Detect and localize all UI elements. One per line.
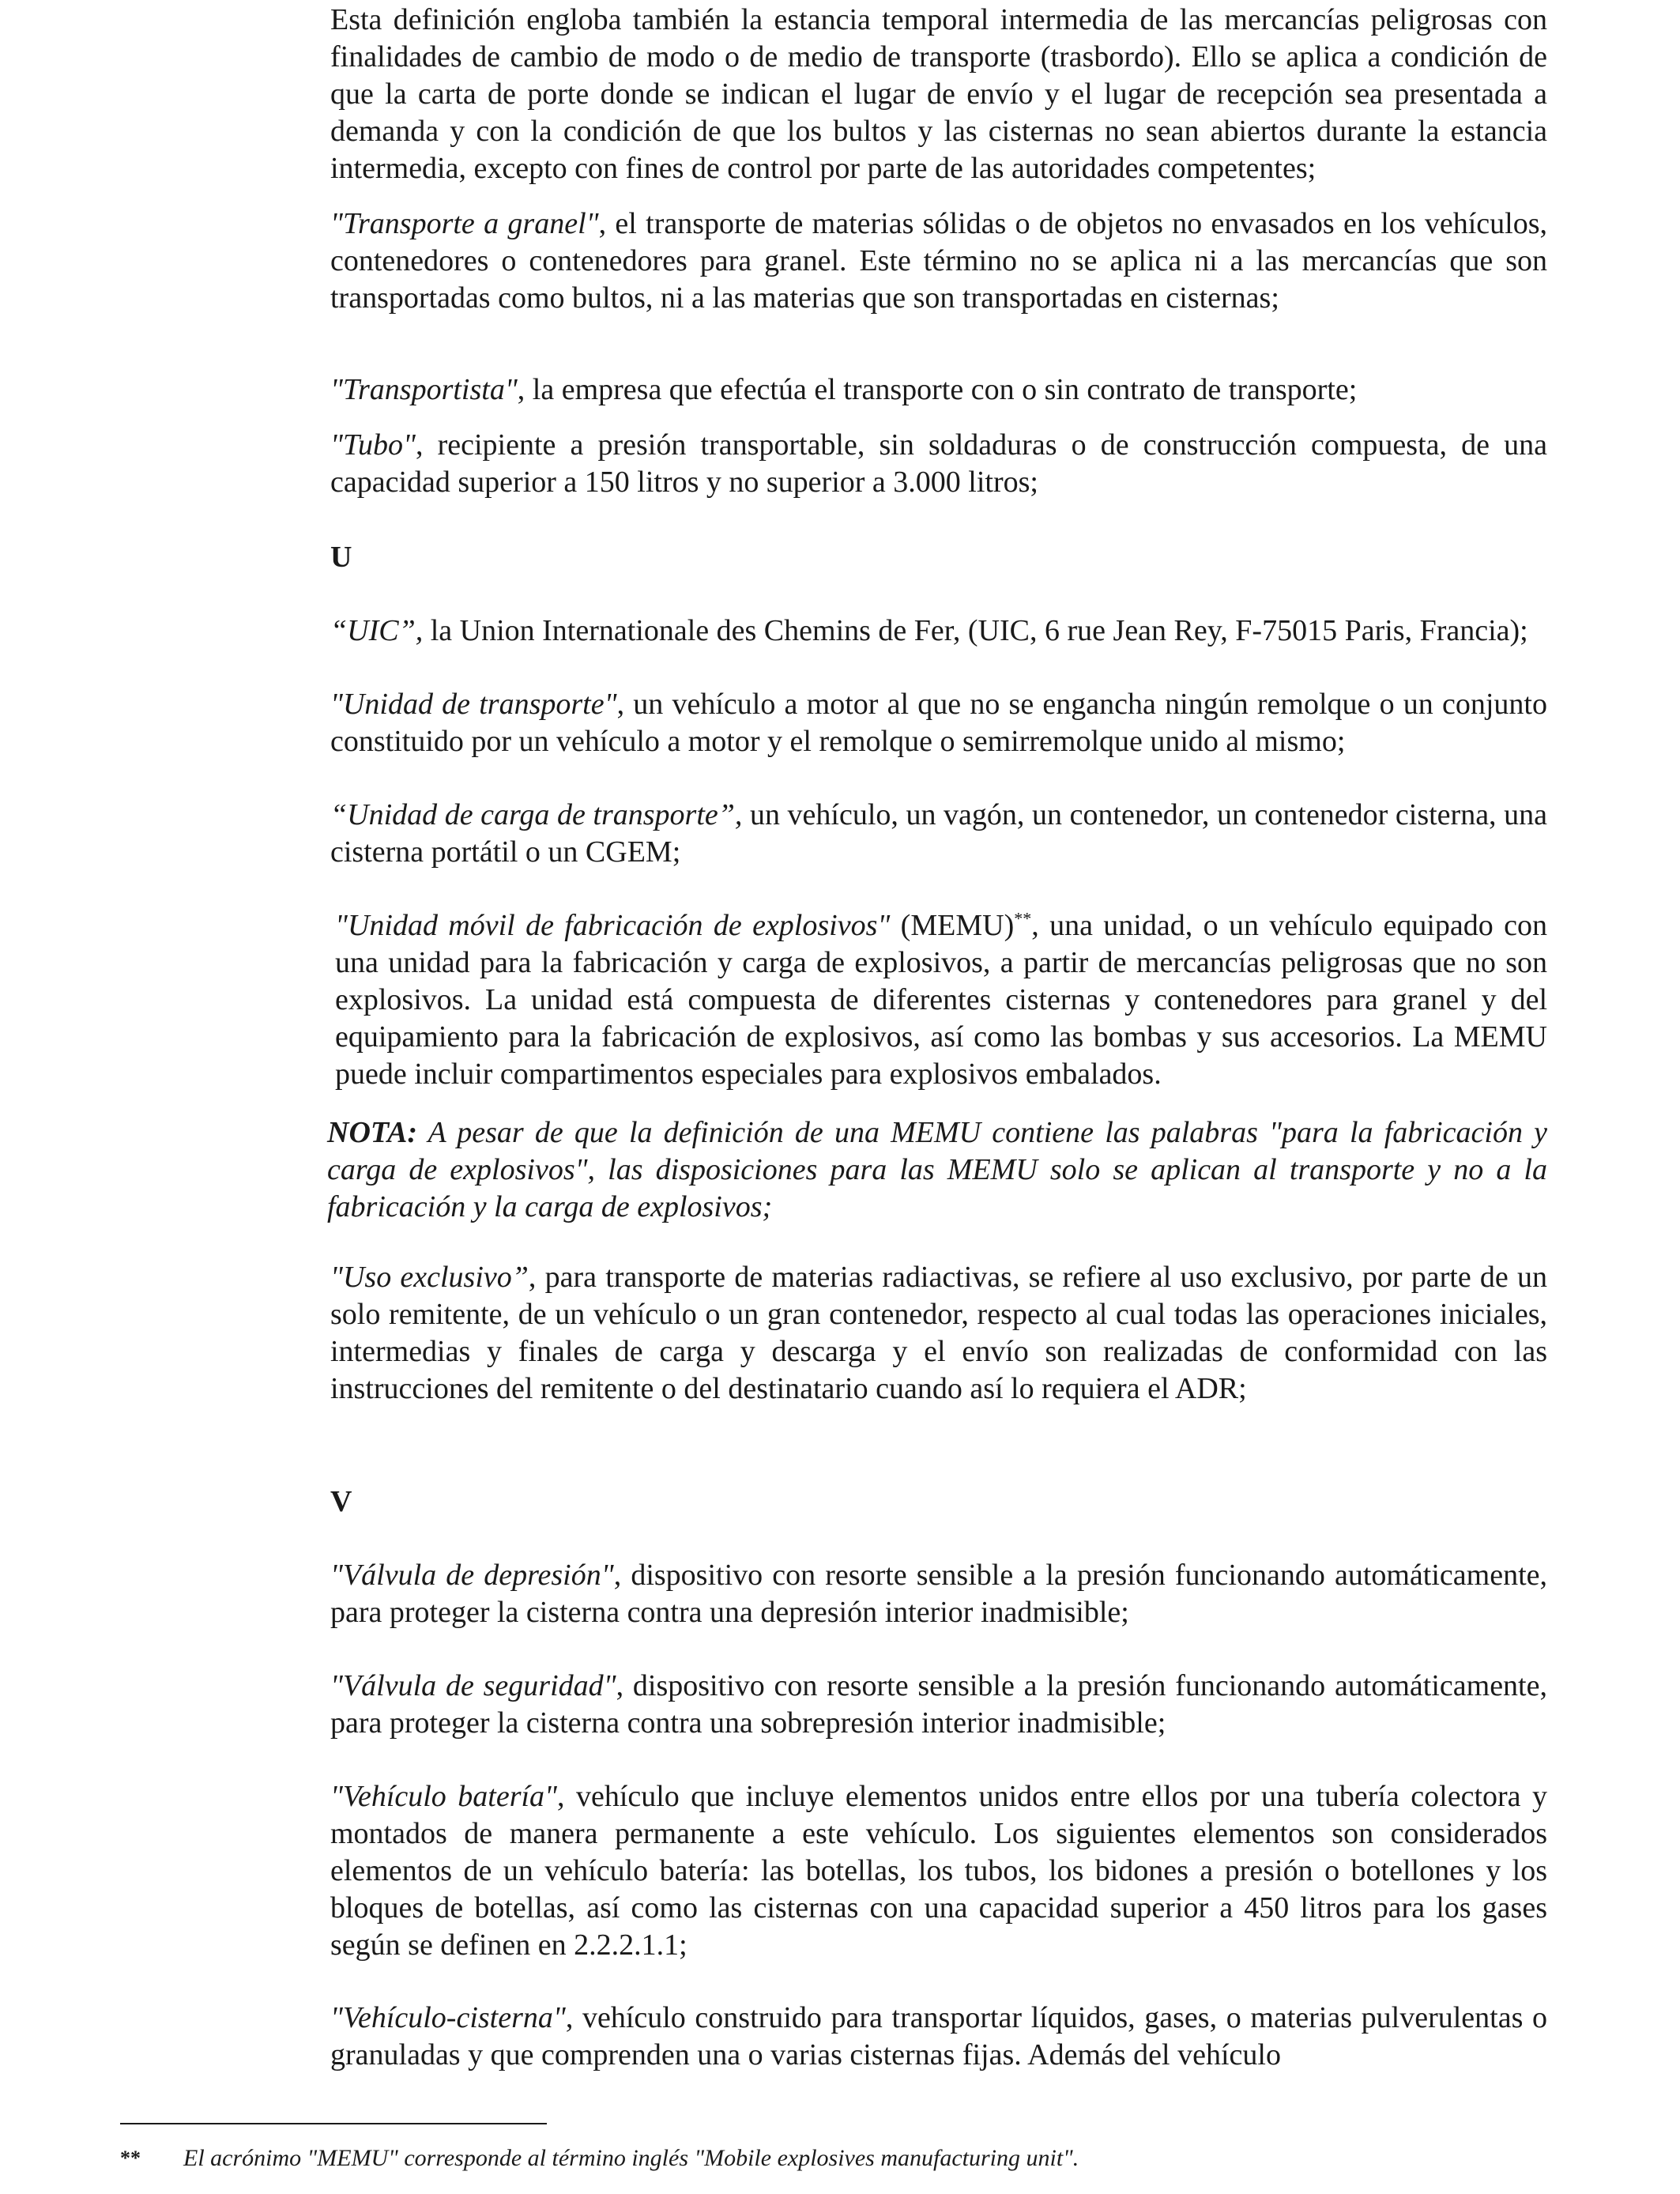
definition-vehiculo-cisterna [330, 2000, 1547, 2074]
term-valvula-seguridad: "Válvula de seguridad" [330, 1669, 616, 1702]
term-vehiculo-cisterna: "Vehículo-cisterna" [330, 2001, 566, 2034]
definition-text-vehiculo-bateria: , vehículo que incluye elementos unidos entre ellos por una tubería colectora y montados de manera permanente a este vehículo. Los siguientes elementos son considerados elementos de un vehículo batería: las botellas, los tubos, los bidones a presión o botellones y los bloques de botellas, así como las cisternas con una capacidad superior a 450 litros para los gases según se definen en 2.2.2.1.1; [330, 1780, 1548, 1962]
term-memu: "Unidad móvil de fabricación de explosivos" [335, 909, 891, 942]
term-unidad-carga: “Unidad de carga de transporte”, [330, 798, 743, 831]
definition-text-valvula-depresion: , dispositivo con resorte sensible a la presión funcionando automáticamente, para proteger la cisterna contra una depresión interior inadmisible; [330, 1559, 1547, 1629]
section-letter-u: U [330, 541, 352, 574]
definition-text-uic: la Union Internationale des Chemins de Fer, (UIC, 6 rue Jean Rey, F-75015 Paris, Francia); [423, 614, 1528, 647]
definition-memu [335, 907, 1547, 1093]
definition-tubo [330, 427, 1547, 501]
term-transporte-granel: "Transporte a granel" [330, 207, 599, 240]
definition-uso-exclusivo [330, 1259, 1547, 1408]
intro-paragraph: Esta definición engloba también la estancia temporal intermedia de las mercancías peligrosas con finalidades de cambio de modo o de medio de transporte (trasbordo). Ello se aplica a condición de que la carta de porte donde se indican el lugar de envío y el lugar de recepción sea presentada a demanda y con la condición de que los bultos y las cisternas no sean abiertos durante la estancia intermedia, excepto con fines de control por parte de las autoridades competentes; [330, 3, 1547, 185]
definition-text-transportista: , la empresa que efectúa el transporte con o sin contrato de transporte; [517, 373, 1358, 406]
term-uic: “UIC”, [330, 614, 424, 647]
note-text: A pesar de que la definición de una MEMU contiene las palabras "para la fabricación y carga de explosivos", las disposiciones para las MEMU solo se aplican al transporte y no a la fabricación y la carga de explosivos; [327, 1116, 1547, 1223]
term-transportista: "Transportista" [330, 373, 518, 406]
term-tubo: "Tubo" [330, 428, 416, 462]
definition-text-granel: , el transporte de materias sólidas o de objetos no envasados en los vehículos, contenedores o contenedores para granel. Este término no se aplica ni a las mercancías que son transportadas como bultos, ni a las materias que son transportadas en cisternas; [330, 207, 1547, 315]
memu-abbreviation: (MEMU) [890, 909, 1015, 942]
definition-text-unidad-carga: un vehículo, un vagón, un contenedor, un contenedor cisterna, una cisterna portátil o un CGEM; [330, 798, 1548, 869]
note-label: NOTA: [327, 1116, 417, 1149]
definition-text-vehiculo-cisterna: , vehículo construido para transportar líquidos, gases, o materias pulverulentas o granuladas y que comprenden una o varias cisternas fijas. Además del vehículo [330, 2001, 1547, 2071]
definition-transportista [330, 371, 1547, 409]
definition-unidad-transporte [330, 686, 1547, 760]
definition-uic [330, 613, 1547, 650]
definition-valvula-seguridad [330, 1668, 1547, 1742]
section-letter-v: V [330, 1485, 352, 1518]
footnote-mark: ** [120, 2147, 141, 2169]
footnote-separator [120, 2123, 547, 2124]
definition-text-memu: , una unidad, o un vehículo equipado con una unidad para la fabricación y carga de explosivos, a partir de mercancías peligrosas que no son explosivos. La unidad está compuesta de diferentes cisternas y contenedores para granel y del equipamiento para la fabricación de explosivos, así como las bombas y sus accesorios. La MEMU puede incluir compartimentos especiales para explosivos embalados. [335, 909, 1548, 1091]
definition-transporte-granel [330, 205, 1547, 317]
definition-unidad-carga [330, 797, 1547, 871]
definition-text-unidad-transporte: , un vehículo a motor al que no se engancha ningún remolque o un conjunto constituido por un vehículo a motor y el remolque o semirremolque unido al mismo; [330, 688, 1547, 758]
definition-vehiculo-bateria [330, 1778, 1547, 1964]
definition-text-uso-exclusivo: , para transporte de materias radiactivas, se refiere al uso exclusivo, por parte de un solo remitente, de un vehículo o un gran contenedor, respecto al cual todas las operaciones iniciales, intermedias y finales de carga y descarga y el envío son realizadas de conformidad con las instrucciones del remitente o del destinatario cuando así lo requiera el ADR; [330, 1261, 1547, 1405]
term-unidad-transporte: "Unidad de transporte" [330, 688, 617, 721]
note-memu [327, 1114, 1547, 1226]
term-vehiculo-bateria: "Vehículo batería" [330, 1780, 557, 1813]
term-valvula-depresion: "Válvula de depresión" [330, 1559, 614, 1592]
term-uso-exclusivo: "Uso exclusivo” [330, 1261, 529, 1294]
definition-text-tubo: , recipiente a presión transportable, sin soldaduras o de construcción compuesta, de una capacidad superior a 150 litros y no superior a 3.000 litros; [330, 428, 1547, 499]
definition-text-valvula-seguridad: , dispositivo con resorte sensible a la presión funcionando automáticamente, para proteger la cisterna contra una sobrepresión interior inadmisible; [330, 1669, 1547, 1740]
footnote-text: El acrónimo "MEMU" corresponde al término inglés "Mobile explosives manufacturing unit". [183, 2145, 1079, 2171]
footnote-reference: ** [1014, 908, 1032, 929]
definition-valvula-depresion [330, 1557, 1547, 1631]
